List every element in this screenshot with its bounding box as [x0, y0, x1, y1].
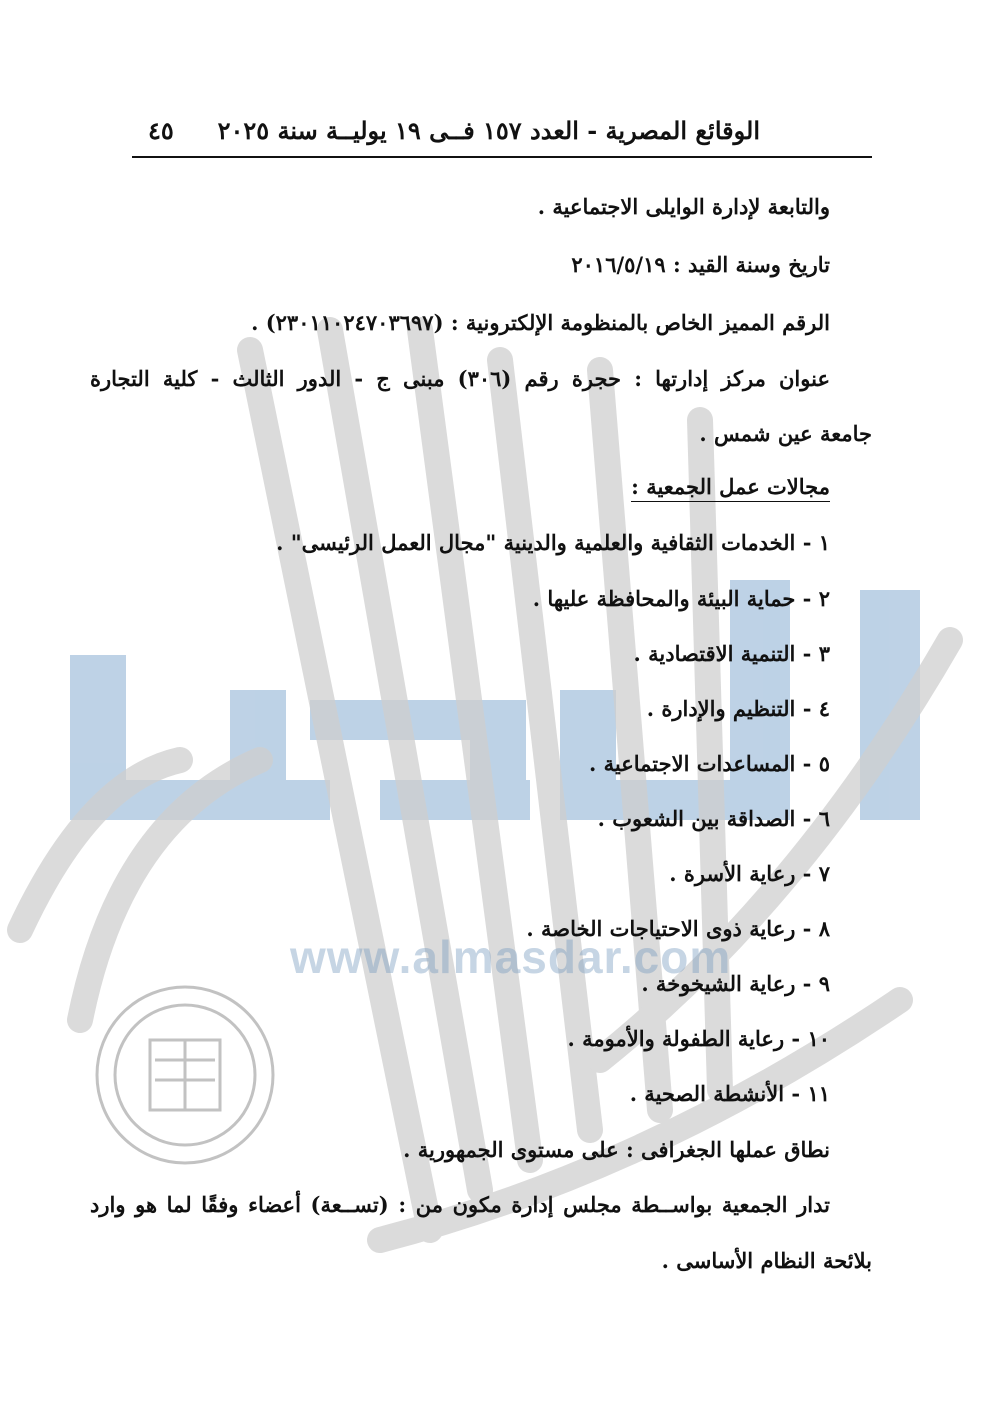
field-item-2: ٢ - حماية البيئة والمحافظة عليها . — [532, 586, 830, 611]
page-number: ٤٥ — [148, 116, 174, 145]
watermark-gray-stroke-3 — [420, 330, 530, 1160]
registration-date-line: تاريخ وسنة القيد : ٢٠١٦/٥/١٩ — [571, 252, 830, 277]
page-header — [132, 112, 872, 158]
field-item-6: ٦ - الصداقة بين الشعوب . — [597, 806, 830, 831]
watermark-gray-stroke-1 — [250, 350, 430, 1230]
field-item-3: ٣ - التنمية الاقتصادية . — [633, 641, 830, 666]
watermark-blue-bar-6 — [860, 590, 920, 820]
field-item-9: ٩ - رعاية الشيخوخة . — [641, 971, 830, 996]
watermark-blue-base-3 — [380, 780, 530, 820]
geographic-scope-line: نطاق عملها الجغرافى : على مستوى الجمهورية . — [403, 1137, 830, 1162]
field-item-7: ٧ - رعاية الأسرة . — [669, 861, 830, 886]
watermark-blue-bar-3 — [470, 700, 526, 820]
watermark-url: www.almasdar.com — [290, 931, 732, 983]
watermark-blue-bar-2 — [230, 690, 286, 820]
watermark-gray-arc-2 — [20, 760, 180, 930]
watermark-blue-top-2 — [310, 700, 520, 740]
board-line-2: بلائحة النظام الأساسى . — [661, 1248, 872, 1273]
gazette-header-title: الوقائع المصرية - العدد ١٥٧ فــى ١٩ يوليــة سنة ٢٠٢٥ — [217, 116, 760, 145]
unique-id-line: الرقم المميز الخاص بالمنظومة الإلكترونية : (٢٣٠١١٠٢٤٧٠٣٦٩٧) . — [251, 310, 830, 335]
address-line-2: جامعة عين شمس . — [699, 421, 872, 446]
field-item-10: ١٠ - رعاية الطفولة والأمومة . — [567, 1026, 830, 1051]
field-item-11: ١١ - الأنشطة الصحية . — [629, 1081, 830, 1106]
watermark-gray-stroke-2 — [330, 330, 480, 1190]
address-line-1: عنوان مركز إدارتها : حجرة رقم (٣٠٦) مبنى ج - الدور الثالث - كلية التجارة — [90, 366, 830, 391]
watermark-gray-stroke-4 — [500, 360, 590, 1130]
watermark-blue-base-1 — [70, 780, 330, 820]
watermark-seal — [97, 987, 273, 1163]
field-item-8: ٨ - رعاية ذوى الاحتياجات الخاصة . — [526, 916, 830, 941]
fields-title-text: مجالات عمل الجمعية : — [631, 474, 830, 502]
field-item-5: ٥ - المساعدات الاجتماعية . — [588, 751, 830, 776]
field-item-4: ٤ - التنظيم والإدارة . — [646, 696, 830, 721]
field-item-1: ١ - الخدمات الثقافية والعلمية والدينية "مجال العمل الرئيسى" . — [276, 530, 830, 555]
watermark-gray-arc-1 — [80, 760, 260, 1020]
fields-title — [631, 472, 830, 502]
affiliation-line: والتابعة لإدارة الوايلى الاجتماعية . — [537, 194, 830, 219]
watermark-blue-bar-1 — [70, 655, 126, 805]
board-line-1: تدار الجمعية بواســطة مجلس إدارة مكون من : (تســعة) أعضاء وفقًا لما هو وارد — [90, 1192, 830, 1217]
